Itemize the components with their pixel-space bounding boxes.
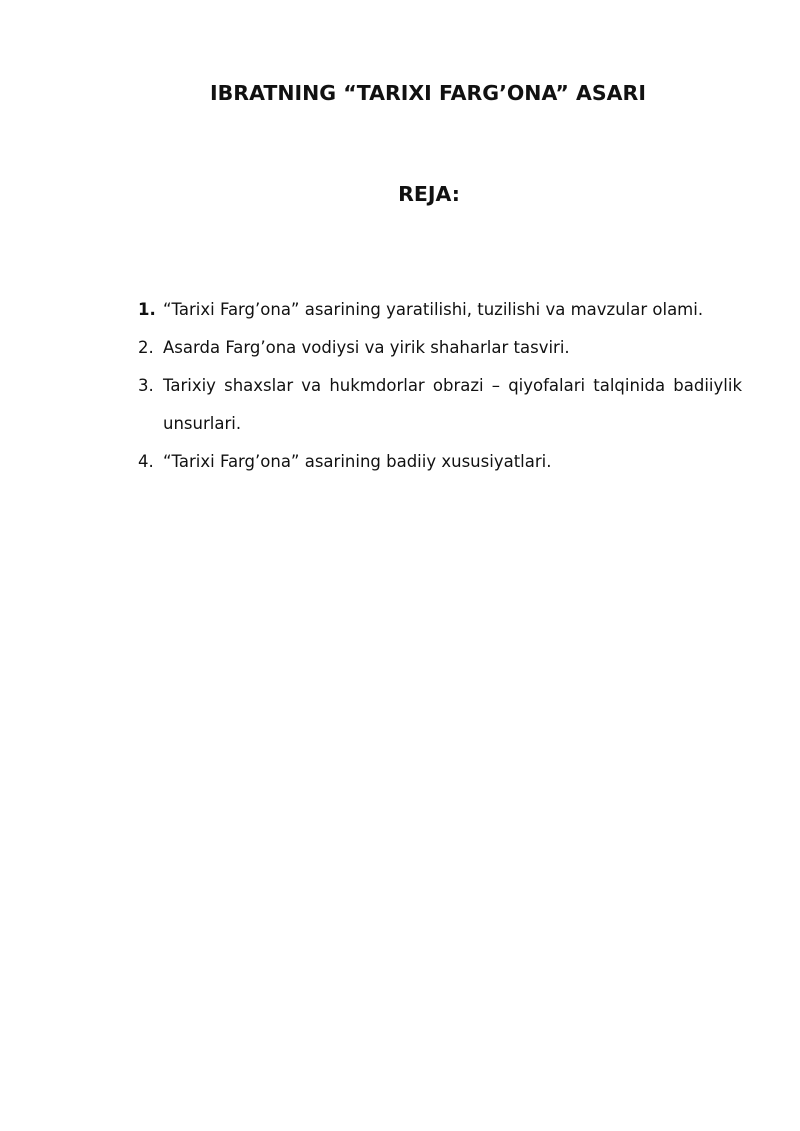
plan-item-number: 3. [138, 376, 154, 395]
plan-item-text: “Tarixi Farg’ona” asarining badiiy xususiyatlari. [163, 452, 552, 471]
plan-item [138, 291, 742, 329]
plan-item [138, 329, 742, 367]
plan-heading: REJA: [398, 182, 460, 206]
plan-list [138, 291, 742, 481]
plan-item-number: 1. [138, 300, 156, 319]
plan-item-text: Asarda Farg’ona vodiysi va yirik shaharlar tasviri. [163, 338, 570, 357]
document-title: IBRATNING “TARIXI FARG’ONA” ASARI [210, 81, 646, 105]
plan-item [138, 367, 742, 443]
plan-item-text: Tarixiy shaxslar va hukmdorlar obrazi – qiyofalari talqinida badiiylik unsurlari. [163, 376, 742, 433]
plan-item-number: 4. [138, 452, 154, 471]
plan-item-number: 2. [138, 338, 154, 357]
plan-item [138, 443, 742, 481]
plan-item-text: “Tarixi Farg’ona” asarining yaratilishi, tuzilishi va mavzular olami. [163, 300, 704, 319]
